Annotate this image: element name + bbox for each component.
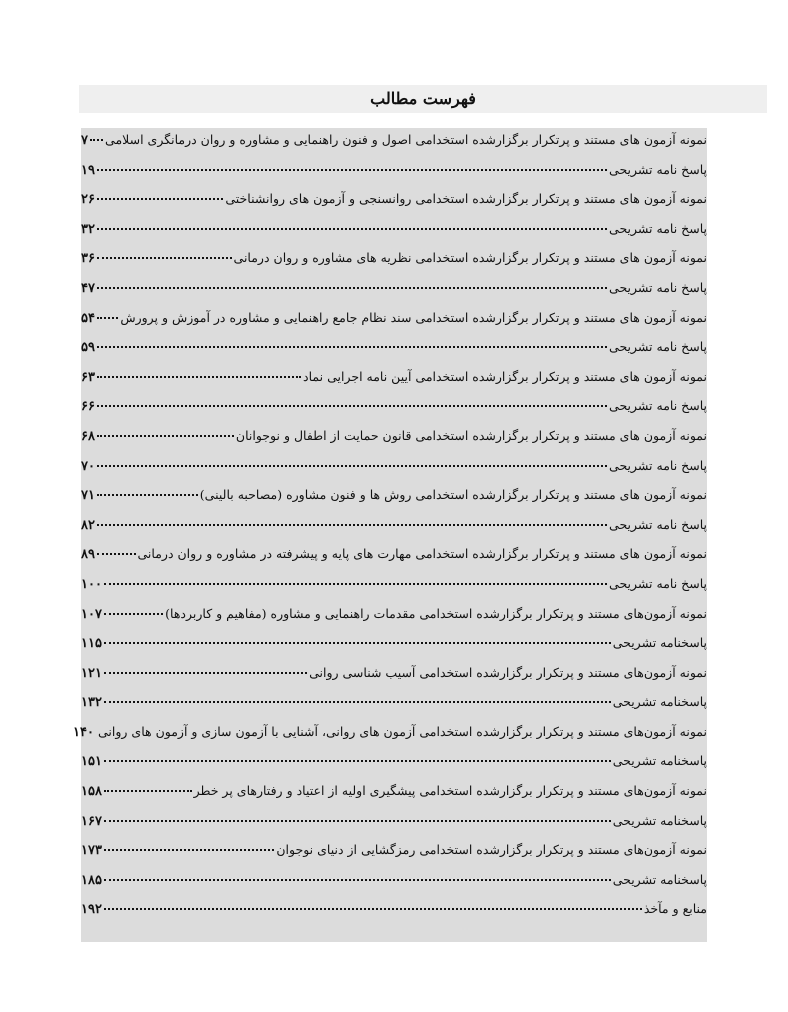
dot-leader — [104, 701, 611, 703]
toc-entry-title: نمونه آزمون های مستند و پرتکرار برگزارشده استخدامی اصول و فنون راهنمایی و مشاوره و روان درمانگری اسلامی — [105, 132, 707, 147]
toc-entry-title: نمونه آزمون‌های مستند و پرتکرار برگزارشده استخدامی رمزگشایی از دنیای نوجوان — [276, 842, 707, 858]
toc-entry-title: نمونه آزمون های مستند و پرتکرار برگزارشده استخدامی قانون حمایت از اطفال و نوجوانان — [235, 427, 707, 443]
toc-entry[interactable] — [81, 487, 707, 517]
toc-entry[interactable] — [81, 250, 707, 280]
toc-entry-page: ۳۶ — [81, 251, 95, 267]
toc-entry-page: ۱۳۲ — [81, 695, 102, 711]
dot-leader — [97, 405, 607, 407]
dot-leader — [97, 465, 607, 467]
toc-entry[interactable] — [81, 694, 707, 724]
toc-entry[interactable] — [81, 428, 707, 458]
toc-entry[interactable] — [81, 458, 707, 488]
toc-entry-title: پاسخ نامه تشریحی — [609, 339, 707, 355]
dot-leader — [104, 642, 611, 644]
dot-leader — [97, 287, 607, 289]
toc-entry-title: نمونه آزمون های مستند و پرتکرار برگزارشده استخدامی روش ها و فنون مشاوره (مصاحبه بالینی) — [199, 487, 707, 503]
toc-entry-title: پاسخ نامه تشریحی — [609, 457, 707, 473]
dot-leader — [104, 790, 192, 792]
toc-entry[interactable] — [81, 132, 707, 162]
toc-entry[interactable] — [81, 517, 707, 547]
dot-leader — [104, 613, 163, 615]
toc-entry-page: ۱۱۵ — [81, 636, 102, 652]
toc-entry[interactable] — [81, 753, 707, 783]
toc-entry-page: ۱۵۱ — [81, 754, 102, 770]
toc-entry-title: نمونه آزمون‌های مستند و پرتکرار برگزارشده استخدامی آسیب شناسی روانی — [309, 664, 707, 680]
dot-leader — [97, 169, 607, 171]
toc-entry-page: ۱۵۸ — [81, 784, 102, 800]
toc-entry-title: نمونه آزمون‌های مستند و پرتکرار برگزارشده استخدامی مقدمات راهنمایی و مشاوره (مفاهیم و کاربردها) — [165, 605, 707, 621]
toc-entry[interactable] — [81, 635, 707, 665]
toc-entry-title: منابع و مآخذ — [643, 901, 707, 917]
dot-leader — [104, 760, 611, 762]
toc-header — [79, 85, 767, 113]
page-title: فهرست مطالب — [370, 89, 476, 108]
toc-entry[interactable] — [81, 280, 707, 310]
toc-entry[interactable] — [81, 191, 707, 221]
toc-entry[interactable] — [81, 339, 707, 369]
toc-entry-title: نمونه آزمون های مستند و پرتکرار برگزارشده استخدامی مهارت های پایه و پیشرفته در مشاوره و روان درمانی — [137, 546, 707, 562]
toc-entry-page: ۸۲ — [81, 517, 95, 533]
toc-entry[interactable] — [81, 665, 707, 695]
toc-entry-title: پاسخنامه تشریحی — [612, 635, 707, 651]
toc-entry-title: پاسخ نامه تشریحی — [609, 220, 707, 236]
dot-leader — [90, 139, 103, 141]
toc-entry-page: ۷۰ — [81, 458, 95, 474]
toc-entry-page: ۱۴۰ — [73, 724, 94, 740]
toc-entry-page: ۱۶۷ — [81, 813, 102, 829]
toc-entry[interactable] — [81, 813, 707, 843]
toc-entry-title: پاسخ نامه تشریحی — [609, 516, 707, 532]
toc-entry[interactable] — [81, 398, 707, 428]
toc-entry-title: پاسخ نامه تشریحی — [609, 279, 707, 295]
dot-leader — [104, 849, 274, 851]
toc-entry[interactable] — [81, 872, 707, 902]
dot-leader — [97, 435, 234, 437]
toc-entry-page: ۱۰۷ — [81, 606, 102, 622]
toc-entry[interactable] — [81, 842, 707, 872]
dot-leader — [104, 879, 611, 881]
toc-entry-page: ۱۹ — [81, 162, 95, 178]
toc-entry-page: ۴۷ — [81, 280, 95, 296]
toc-entry-page: ۳۲ — [81, 221, 95, 237]
toc-entry[interactable] — [81, 783, 707, 813]
toc-entry-page: ۵۹ — [81, 340, 95, 356]
toc-entry-title: پاسخنامه تشریحی — [612, 812, 707, 828]
dot-leader — [97, 257, 232, 259]
dot-leader — [97, 376, 301, 378]
toc-entry-page: ۱۷۳ — [81, 843, 102, 859]
dot-leader — [104, 820, 611, 822]
toc-entry-title: پاسخنامه تشریحی — [612, 871, 707, 887]
toc-entry-page: ۸۹ — [81, 547, 95, 563]
dot-leader — [97, 494, 198, 496]
toc-entry-title: پاسخنامه تشریحی — [612, 694, 707, 710]
toc-entry-page: ۵۴ — [81, 310, 95, 326]
toc-entry[interactable] — [81, 369, 707, 399]
toc-entry-title: پاسخنامه تشریحی — [612, 753, 707, 769]
toc-entry-title: نمونه آزمون‌های مستند و پرتکرار برگزارشده استخدامی پیشگیری اولیه از اعتیاد و رفتارهای پر خطر — [193, 783, 707, 799]
toc-entry-page: ۱۰۰ — [81, 576, 102, 592]
toc-entry-page: ۶۸ — [81, 428, 95, 444]
toc-entry-title: پاسخ نامه تشریحی — [609, 161, 707, 177]
toc-entry-page: ۷ — [81, 133, 88, 148]
dot-leader — [97, 346, 607, 348]
toc-entry[interactable] — [81, 901, 707, 931]
toc-entry[interactable] — [81, 310, 707, 340]
dot-leader — [97, 198, 223, 200]
dot-leader — [97, 524, 607, 526]
toc-entry-title: پاسخ نامه تشریحی — [609, 398, 707, 414]
toc-entry-title: نمونه آزمون های مستند و پرتکرار برگزارشده استخدامی روانسنجی و آزمون های روانشناختی — [225, 191, 707, 207]
dot-leader — [97, 317, 118, 319]
toc-entry[interactable] — [81, 546, 707, 576]
toc-entry[interactable] — [81, 606, 707, 636]
toc-entry-title: نمونه آزمون‌های مستند و پرتکرار برگزارشده استخدامی آزمون های روانی، آشنایی با آزمون سازی و آزمون های روانی — [98, 723, 707, 739]
dot-leader — [97, 228, 607, 230]
toc-entry-title: نمونه آزمون های مستند و پرتکرار برگزارشده استخدامی آیین نامه اجرایی نماد — [303, 368, 707, 384]
dot-leader — [104, 672, 307, 674]
dot-leader — [97, 553, 136, 555]
toc-entry-title: پاسخ نامه تشریحی — [609, 575, 707, 591]
toc-entry-page: ۷۱ — [81, 488, 95, 504]
dot-leader — [104, 908, 642, 910]
toc-entry-page: ۱۲۱ — [81, 665, 102, 681]
toc-entry-page: ۶۶ — [81, 399, 95, 415]
dot-leader — [104, 583, 607, 585]
toc-entry-page: ۱۹۲ — [81, 902, 102, 918]
toc-entry[interactable] — [81, 221, 707, 251]
table-of-contents — [73, 128, 707, 942]
toc-entry-page: ۶۳ — [81, 369, 95, 385]
toc-entry[interactable] — [81, 576, 707, 606]
toc-entry[interactable] — [73, 723, 707, 754]
toc-entry-page: ۲۶ — [81, 192, 95, 208]
toc-entry-title: نمونه آزمون های مستند و پرتکرار برگزارشده استخدامی سند نظام جامع راهنمایی و مشاوره در آموزش و پرورش — [120, 309, 707, 325]
toc-entry-title: نمونه آزمون های مستند و پرتکرار برگزارشده استخدامی نظریه های مشاوره و روان درمانی — [233, 250, 707, 266]
toc-entry-page: ۱۸۵ — [81, 872, 102, 888]
toc-entry[interactable] — [81, 162, 707, 192]
